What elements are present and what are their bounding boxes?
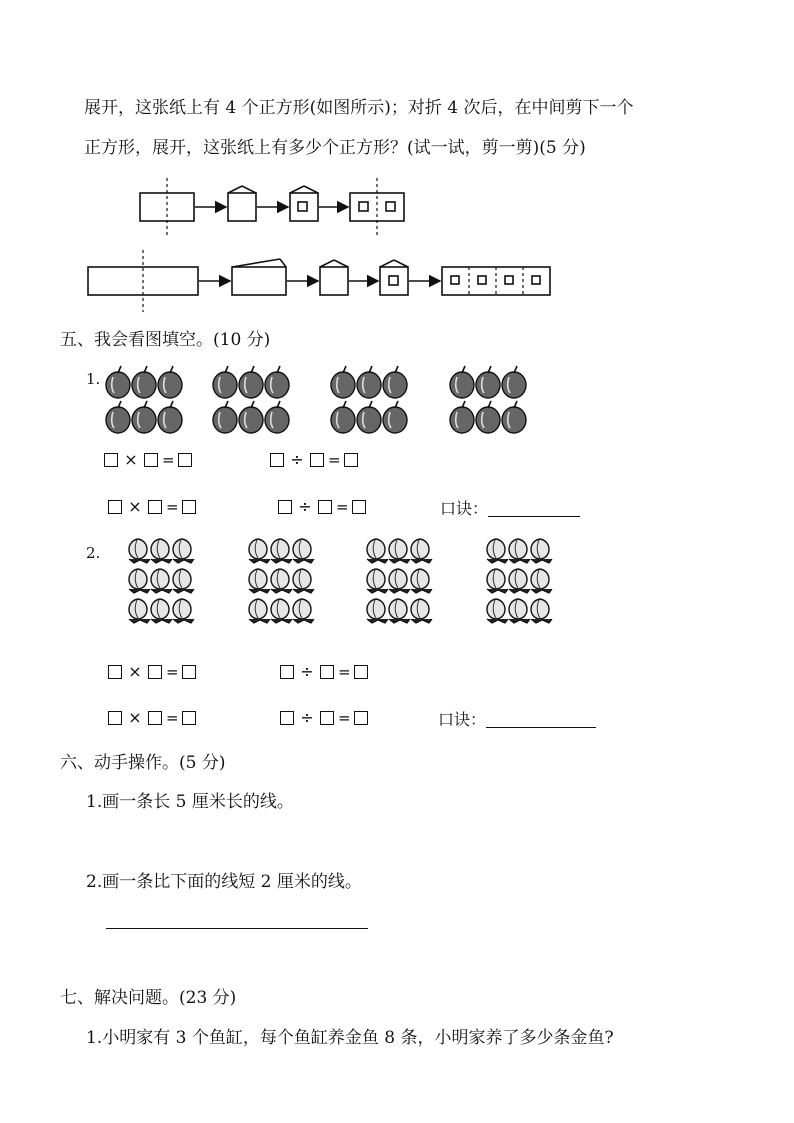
problem-text-line1: 展开，这张纸上有 4 个正方形(如图所示)；对折 4 次后，在中间剪下一个	[84, 98, 634, 118]
problem-text-line2: 正方形，展开，这张纸上有多少个正方形？(试一试，剪一剪)(5 分)	[84, 138, 586, 158]
equation-divide	[280, 710, 368, 726]
peach-icon	[249, 599, 270, 623]
peach-icon	[411, 569, 432, 593]
peach-icon	[487, 539, 508, 563]
reference-line	[106, 928, 368, 929]
peach-icon	[411, 599, 432, 623]
peach-icon	[249, 569, 270, 593]
peach-icon	[509, 569, 530, 593]
answer-box[interactable]	[320, 665, 334, 679]
peach-icon	[293, 599, 314, 623]
koujue-label	[438, 711, 596, 728]
peach-icon	[129, 599, 150, 623]
equals-sign: =	[336, 497, 349, 516]
question-number: 1.	[86, 370, 101, 388]
equals-sign: =	[162, 450, 175, 469]
answer-box[interactable]	[280, 711, 294, 725]
question-number: 2.	[86, 544, 101, 562]
peach-icon	[173, 569, 194, 593]
equation-multiply	[108, 710, 196, 726]
peach-icon	[151, 569, 172, 593]
times-sign: ×	[128, 708, 142, 727]
peach-icon	[531, 599, 552, 623]
peach-icon	[487, 569, 508, 593]
answer-box[interactable]	[354, 665, 368, 679]
equals-sign: =	[166, 662, 179, 681]
divide-sign: ÷	[300, 662, 314, 681]
peach-icon	[271, 539, 292, 563]
divide-sign: ÷	[290, 450, 304, 469]
peach-icon	[151, 599, 172, 623]
koujue-blank[interactable]	[486, 711, 596, 728]
section-heading: 六、动手操作。(5 分)	[60, 753, 226, 773]
peach-icon	[293, 539, 314, 563]
koujue-text: 口诀：	[440, 499, 489, 518]
question-text: 1.画一条长 5 厘米长的线。	[86, 792, 294, 812]
times-sign: ×	[128, 497, 142, 516]
times-sign: ×	[124, 450, 138, 469]
peach-icon	[367, 599, 388, 623]
peach-icon	[509, 539, 530, 563]
answer-box[interactable]	[108, 665, 122, 679]
peach-icon	[271, 569, 292, 593]
peach-icon	[249, 539, 270, 563]
peach-icon	[411, 539, 432, 563]
peach-icon	[173, 539, 194, 563]
peach-icon	[389, 569, 410, 593]
peach-icon	[389, 599, 410, 623]
peach-icon	[129, 539, 150, 563]
answer-box[interactable]	[280, 665, 294, 679]
divide-sign: ÷	[300, 708, 314, 727]
question-text: 2.画一条比下面的线短 2 厘米的线。	[86, 872, 362, 892]
peach-icon	[531, 569, 552, 593]
section-heading: 七、解决问题。(23 分)	[60, 988, 237, 1008]
koujue-text: 口诀：	[438, 710, 487, 729]
divide-sign: ÷	[298, 497, 312, 516]
section-heading: 五、我会看图填空。(10 分)	[60, 330, 271, 350]
answer-box[interactable]	[354, 711, 368, 725]
equals-sign: =	[166, 497, 179, 516]
equation-divide	[280, 664, 368, 680]
peach-icon	[173, 599, 194, 623]
question-text: 1.小明家有 3 个鱼缸，每个鱼缸养金鱼 8 条，小明家养了多少条金鱼?	[86, 1028, 614, 1048]
peach-icon	[531, 539, 552, 563]
equals-sign: =	[338, 708, 351, 727]
equals-sign: =	[338, 662, 351, 681]
answer-box[interactable]	[182, 711, 196, 725]
peach-icon	[129, 569, 150, 593]
peach-icon	[509, 599, 530, 623]
peach-icon	[487, 599, 508, 623]
equals-sign: =	[166, 708, 179, 727]
times-sign: ×	[128, 662, 142, 681]
peach-icon	[367, 569, 388, 593]
equals-sign: =	[328, 450, 341, 469]
answer-box[interactable]	[108, 711, 122, 725]
answer-box[interactable]	[148, 711, 162, 725]
answer-box[interactable]	[182, 665, 196, 679]
peach-icon	[389, 539, 410, 563]
peach-icon	[151, 539, 172, 563]
equation-multiply	[108, 664, 196, 680]
peach-icon	[293, 569, 314, 593]
answer-box[interactable]	[320, 711, 334, 725]
peach-icon	[367, 539, 388, 563]
answer-box[interactable]	[148, 665, 162, 679]
peach-icon	[271, 599, 292, 623]
